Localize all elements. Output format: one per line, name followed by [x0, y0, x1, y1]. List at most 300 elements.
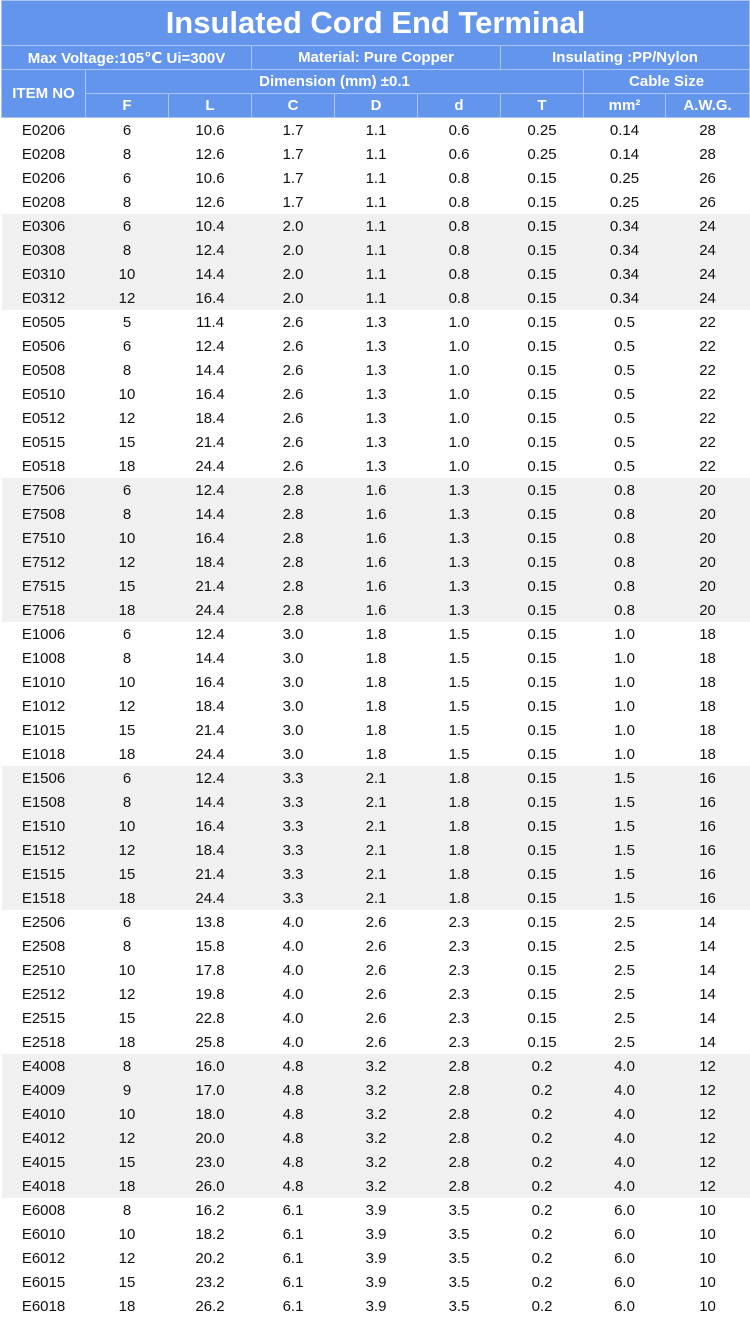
table-row: [2, 1294, 750, 1318]
item-no-cell: E0512: [21, 409, 66, 427]
value-cell: 24: [666, 214, 750, 238]
item-no-cell: E6008: [21, 1201, 66, 1219]
value-cell: 6.1: [282, 1249, 304, 1267]
value-cell: 10.6: [195, 121, 225, 139]
value-cell: 18.4: [169, 838, 252, 862]
value-cell: 6: [122, 337, 132, 355]
table-row: [2, 1174, 750, 1198]
value-cell: 0.15: [527, 697, 557, 715]
item-no-cell: E7508: [2, 502, 86, 526]
value-cell: 26.2: [195, 1297, 225, 1315]
value-cell: 0.15: [527, 625, 557, 643]
value-cell: 0.8: [584, 526, 666, 550]
table-row: [2, 1246, 750, 1270]
value-cell: 15: [118, 433, 136, 451]
value-cell: 18: [86, 886, 169, 910]
item-no-cell: E2508: [21, 937, 66, 955]
value-cell: 0.15: [501, 598, 584, 622]
value-cell: 15: [118, 1273, 136, 1291]
value-cell: 8: [86, 502, 169, 526]
value-cell: 1.1: [335, 286, 418, 310]
value-cell: 1.1: [365, 145, 387, 163]
value-cell: 3.5: [448, 1249, 470, 1267]
value-cell: 10: [86, 814, 169, 838]
value-cell: 6: [86, 478, 169, 502]
table-row: [2, 790, 750, 814]
value-cell: 14: [699, 985, 716, 1003]
value-cell: 16.4: [169, 814, 252, 838]
value-cell: 1.1: [335, 238, 418, 262]
value-cell: 18.4: [169, 550, 252, 574]
value-cell: 1.1: [365, 169, 387, 187]
value-cell: 1.5: [584, 814, 666, 838]
value-cell: 0.5: [614, 337, 635, 355]
value-cell: 2.8: [418, 1054, 501, 1078]
value-cell: 18: [86, 598, 169, 622]
value-cell: 3.2: [335, 1150, 418, 1174]
value-cell: 28: [699, 121, 716, 139]
value-cell: 2.6: [365, 1033, 387, 1051]
value-cell: 6.0: [614, 1225, 635, 1243]
table-row: [2, 1270, 750, 1294]
value-cell: 12.6: [195, 145, 225, 163]
value-cell: 10: [699, 1201, 716, 1219]
value-cell: 24.4: [169, 886, 252, 910]
table-row: [2, 838, 750, 862]
value-cell: 6: [122, 121, 132, 139]
value-cell: 6.0: [614, 1201, 635, 1219]
table-row: [2, 718, 750, 742]
value-cell: 22: [699, 385, 716, 403]
value-cell: 0.8: [584, 550, 666, 574]
item-no-cell: E1515: [2, 862, 86, 886]
value-cell: 0.8: [584, 574, 666, 598]
value-cell: 12: [118, 985, 136, 1003]
value-cell: 16.4: [195, 385, 225, 403]
value-cell: 3.2: [335, 1174, 418, 1198]
value-cell: 1.0: [448, 409, 470, 427]
value-cell: 18: [699, 745, 716, 763]
value-cell: 14.4: [195, 361, 225, 379]
value-cell: 4.8: [252, 1174, 335, 1198]
value-cell: 1.3: [418, 598, 501, 622]
value-cell: 0.2: [531, 1297, 553, 1315]
value-cell: 0.5: [614, 433, 635, 451]
value-cell: 1.0: [614, 745, 635, 763]
value-cell: 2.0: [252, 214, 335, 238]
item-no-cell: E1518: [2, 886, 86, 910]
value-cell: 0.34: [584, 238, 666, 262]
value-cell: 2.8: [252, 550, 335, 574]
value-cell: 1.3: [365, 409, 387, 427]
value-cell: 9: [86, 1078, 169, 1102]
value-cell: 2.6: [282, 361, 304, 379]
item-no-cell: E2518: [21, 1033, 66, 1051]
value-cell: 3.2: [335, 1078, 418, 1102]
table-row: [2, 886, 750, 910]
value-cell: 10: [699, 1273, 716, 1291]
value-cell: 14: [699, 937, 716, 955]
value-cell: 12.4: [195, 337, 225, 355]
value-cell: 17.0: [169, 1078, 252, 1102]
item-no-cell: E0306: [2, 214, 86, 238]
value-cell: 18: [118, 1297, 136, 1315]
value-cell: 0.15: [527, 313, 557, 331]
value-cell: 0.8: [418, 262, 501, 286]
value-cell: 18: [699, 721, 716, 739]
value-cell: 14.4: [195, 649, 225, 667]
table-row: [2, 262, 750, 286]
value-cell: 6.1: [282, 1297, 304, 1315]
value-cell: 1.0: [614, 721, 635, 739]
value-cell: 2.1: [335, 790, 418, 814]
value-cell: 21.4: [169, 574, 252, 598]
value-cell: 16.4: [169, 286, 252, 310]
value-cell: 16: [666, 886, 750, 910]
value-cell: 2.1: [335, 838, 418, 862]
value-cell: 0.15: [501, 838, 584, 862]
value-cell: 15.8: [195, 937, 225, 955]
value-cell: 1.8: [365, 625, 387, 643]
value-cell: 26: [699, 169, 716, 187]
value-cell: 8: [122, 649, 132, 667]
table-row: [2, 1198, 750, 1222]
value-cell: 3.9: [365, 1297, 387, 1315]
value-cell: 12: [86, 838, 169, 862]
value-cell: 22.8: [195, 1009, 225, 1027]
value-cell: 2.5: [614, 913, 635, 931]
value-cell: 1.0: [614, 625, 635, 643]
value-cell: 1.8: [418, 766, 501, 790]
value-cell: 1.8: [365, 721, 387, 739]
item-no-cell: E6010: [21, 1225, 66, 1243]
value-cell: 18: [699, 625, 716, 643]
item-no-cell: E1008: [21, 649, 66, 667]
value-cell: 2.3: [448, 913, 470, 931]
value-cell: 0.8: [418, 286, 501, 310]
item-no-cell: E0508: [21, 361, 66, 379]
item-no-cell: E1018: [21, 745, 66, 763]
value-cell: 3.3: [252, 862, 335, 886]
table-row: [2, 406, 750, 430]
value-cell: 0.25: [527, 145, 557, 163]
value-cell: 2.6: [282, 313, 304, 331]
value-cell: 15: [86, 1150, 169, 1174]
value-cell: 4.0: [282, 937, 304, 955]
value-cell: 18: [86, 1174, 169, 1198]
value-cell: 10.6: [195, 169, 225, 187]
value-cell: 2.5: [614, 1033, 635, 1051]
value-cell: 23.0: [169, 1150, 252, 1174]
value-cell: 1.3: [418, 478, 501, 502]
value-cell: 15: [86, 574, 169, 598]
value-cell: 1.5: [584, 862, 666, 886]
value-cell: 12.4: [169, 766, 252, 790]
value-cell: 0.15: [501, 238, 584, 262]
value-cell: 28: [699, 145, 716, 163]
table-row: [2, 694, 750, 718]
value-cell: 0.2: [501, 1150, 584, 1174]
table-row: [2, 862, 750, 886]
value-cell: 2.6: [365, 937, 387, 955]
value-cell: 0.15: [527, 649, 557, 667]
value-cell: 1.7: [282, 145, 304, 163]
value-cell: 18.2: [195, 1225, 225, 1243]
value-cell: 12.6: [195, 193, 225, 211]
value-cell: 0.2: [501, 1102, 584, 1126]
item-no-cell: E1512: [2, 838, 86, 862]
value-cell: 3.0: [282, 745, 304, 763]
item-no-cell: E1506: [2, 766, 86, 790]
value-cell: 10: [118, 673, 136, 691]
value-cell: 0.15: [501, 766, 584, 790]
value-cell: 8: [122, 361, 132, 379]
table-row: [2, 166, 750, 190]
table-title: Insulated Cord End Terminal: [2, 1, 750, 46]
value-cell: 2.5: [614, 937, 635, 955]
column-header: d: [418, 94, 501, 118]
value-cell: 10: [118, 1225, 136, 1243]
table-row: [2, 814, 750, 838]
value-cell: 3.5: [448, 1297, 470, 1315]
item-no-cell: E4015: [2, 1150, 86, 1174]
item-no-cell: E6012: [21, 1249, 66, 1267]
value-cell: 16.2: [195, 1201, 225, 1219]
value-cell: 0.2: [531, 1201, 553, 1219]
column-header: A.W.G.: [666, 94, 750, 118]
value-cell: 3.3: [252, 838, 335, 862]
table-row: [2, 238, 750, 262]
value-cell: 10: [86, 262, 169, 286]
value-cell: 0.15: [501, 262, 584, 286]
insulating-info: Insulating :PP/Nylon: [501, 46, 750, 70]
value-cell: 4.0: [584, 1126, 666, 1150]
table-row: [2, 574, 750, 598]
item-no-cell: E0208: [21, 145, 66, 163]
table-row: [2, 190, 750, 214]
value-cell: 1.7: [282, 169, 304, 187]
value-cell: 1.5: [584, 766, 666, 790]
value-cell: 12: [86, 1126, 169, 1150]
value-cell: 14.4: [169, 262, 252, 286]
value-cell: 1.8: [365, 673, 387, 691]
value-cell: 3.2: [335, 1126, 418, 1150]
value-cell: 11.4: [195, 313, 225, 331]
value-cell: 1.6: [335, 598, 418, 622]
value-cell: 18: [118, 745, 136, 763]
item-no-cell: E1012: [21, 697, 66, 715]
value-cell: 2.6: [282, 433, 304, 451]
value-cell: 4.8: [252, 1054, 335, 1078]
value-cell: 1.7: [282, 193, 304, 211]
value-cell: 1.7: [282, 121, 304, 139]
value-cell: 0.15: [527, 1009, 557, 1027]
value-cell: 1.1: [365, 193, 387, 211]
table-row: [2, 1054, 750, 1078]
table-row: [2, 910, 750, 934]
item-no-cell: E1006: [21, 625, 66, 643]
value-cell: 1.3: [418, 526, 501, 550]
column-header: C: [252, 94, 335, 118]
table-row: [2, 430, 750, 454]
value-cell: 1.5: [448, 721, 470, 739]
value-cell: 4.8: [252, 1102, 335, 1126]
value-cell: 3.9: [365, 1273, 387, 1291]
value-cell: 16.4: [195, 673, 225, 691]
value-cell: 4.8: [252, 1150, 335, 1174]
value-cell: 1.8: [365, 697, 387, 715]
value-cell: 1.5: [448, 625, 470, 643]
value-cell: 24: [666, 286, 750, 310]
value-cell: 1.1: [365, 121, 387, 139]
table-row: [2, 766, 750, 790]
value-cell: 0.2: [501, 1078, 584, 1102]
value-cell: 4.8: [252, 1078, 335, 1102]
item-no-cell: E1508: [2, 790, 86, 814]
value-cell: 1.0: [448, 457, 470, 475]
value-cell: 3.0: [282, 721, 304, 739]
value-cell: 0.5: [614, 409, 635, 427]
item-no-cell: E0312: [2, 286, 86, 310]
value-cell: 10: [699, 1249, 716, 1267]
value-cell: 12: [666, 1174, 750, 1198]
value-cell: 0.15: [501, 214, 584, 238]
value-cell: 0.8: [448, 169, 470, 187]
value-cell: 0.8: [448, 193, 470, 211]
value-cell: 12: [118, 1249, 136, 1267]
value-cell: 2.0: [252, 286, 335, 310]
item-no-cell: E0506: [21, 337, 66, 355]
table-row: [2, 478, 750, 502]
value-cell: 1.3: [365, 313, 387, 331]
item-no-cell: E6015: [21, 1273, 66, 1291]
cable-size-header: Cable Size: [584, 70, 750, 94]
value-cell: 6: [122, 625, 132, 643]
item-no-cell: E4010: [2, 1102, 86, 1126]
value-cell: 2.8: [418, 1102, 501, 1126]
item-no-cell: E1010: [21, 673, 66, 691]
value-cell: 2.6: [282, 337, 304, 355]
item-no-cell: E4018: [2, 1174, 86, 1198]
item-no-cell: E0310: [2, 262, 86, 286]
value-cell: 0.8: [584, 598, 666, 622]
value-cell: 0.2: [531, 1225, 553, 1243]
value-cell: 0.15: [527, 193, 557, 211]
value-cell: 8: [122, 145, 132, 163]
value-cell: 2.0: [252, 238, 335, 262]
value-cell: 1.5: [448, 745, 470, 763]
item-no-cell: E7518: [2, 598, 86, 622]
value-cell: 14: [699, 1009, 716, 1027]
value-cell: 20: [666, 478, 750, 502]
value-cell: 20: [666, 502, 750, 526]
item-no-cell: E0206: [21, 169, 66, 187]
value-cell: 2.8: [252, 598, 335, 622]
value-cell: 12.4: [195, 625, 225, 643]
table-row: [2, 1102, 750, 1126]
value-cell: 18: [118, 457, 136, 475]
value-cell: 16: [666, 790, 750, 814]
value-cell: 1.8: [365, 649, 387, 667]
value-cell: 20: [666, 574, 750, 598]
value-cell: 2.8: [252, 502, 335, 526]
value-cell: 1.3: [365, 457, 387, 475]
value-cell: 0.15: [527, 1033, 557, 1051]
material-info: Material: Pure Copper: [252, 46, 501, 70]
value-cell: 0.15: [501, 550, 584, 574]
value-cell: 0.15: [527, 409, 557, 427]
value-cell: 3.3: [252, 766, 335, 790]
value-cell: 3.9: [365, 1225, 387, 1243]
value-cell: 2.6: [365, 913, 387, 931]
value-cell: 18.4: [195, 697, 225, 715]
value-cell: 18: [699, 649, 716, 667]
value-cell: 2.8: [418, 1126, 501, 1150]
value-cell: 2.5: [614, 961, 635, 979]
value-cell: 14: [699, 1033, 716, 1051]
value-cell: 0.34: [584, 286, 666, 310]
value-cell: 0.15: [527, 361, 557, 379]
value-cell: 4.8: [252, 1126, 335, 1150]
value-cell: 0.15: [527, 337, 557, 355]
value-cell: 4.0: [584, 1150, 666, 1174]
table-row: [2, 118, 750, 143]
value-cell: 22: [699, 457, 716, 475]
value-cell: 4.0: [282, 985, 304, 1003]
value-cell: 0.2: [531, 1249, 553, 1267]
value-cell: 2.0: [252, 262, 335, 286]
value-cell: 0.15: [527, 433, 557, 451]
value-cell: 0.15: [527, 457, 557, 475]
value-cell: 20: [666, 526, 750, 550]
item-no-cell: E4008: [2, 1054, 86, 1078]
value-cell: 0.8: [418, 214, 501, 238]
value-cell: 1.6: [335, 502, 418, 526]
value-cell: 3.9: [365, 1249, 387, 1267]
value-cell: 14: [699, 913, 716, 931]
value-cell: 0.6: [448, 121, 470, 139]
table-row: [2, 286, 750, 310]
table-row: [2, 382, 750, 406]
value-cell: 16: [666, 862, 750, 886]
value-cell: 1.8: [365, 745, 387, 763]
value-cell: 6.0: [614, 1297, 635, 1315]
value-cell: 2.3: [448, 1033, 470, 1051]
value-cell: 0.34: [584, 262, 666, 286]
value-cell: 18.4: [195, 409, 225, 427]
value-cell: 22: [699, 337, 716, 355]
value-cell: 24.4: [195, 457, 225, 475]
value-cell: 1.6: [335, 526, 418, 550]
table-row: [2, 646, 750, 670]
column-header: D: [335, 94, 418, 118]
value-cell: 12.4: [169, 238, 252, 262]
item-no-cell: E2506: [21, 913, 66, 931]
value-cell: 1.3: [365, 385, 387, 403]
value-cell: 1.1: [335, 262, 418, 286]
value-cell: 2.6: [365, 1009, 387, 1027]
value-cell: 10.4: [169, 214, 252, 238]
value-cell: 13.8: [195, 913, 225, 931]
value-cell: 1.5: [448, 673, 470, 691]
value-cell: 1.8: [418, 838, 501, 862]
dimension-header: Dimension (mm) ±0.1: [86, 70, 584, 94]
value-cell: 2.6: [282, 409, 304, 427]
value-cell: 1.3: [365, 361, 387, 379]
column-header: F: [86, 94, 169, 118]
value-cell: 0.15: [501, 574, 584, 598]
value-cell: 18: [699, 673, 716, 691]
